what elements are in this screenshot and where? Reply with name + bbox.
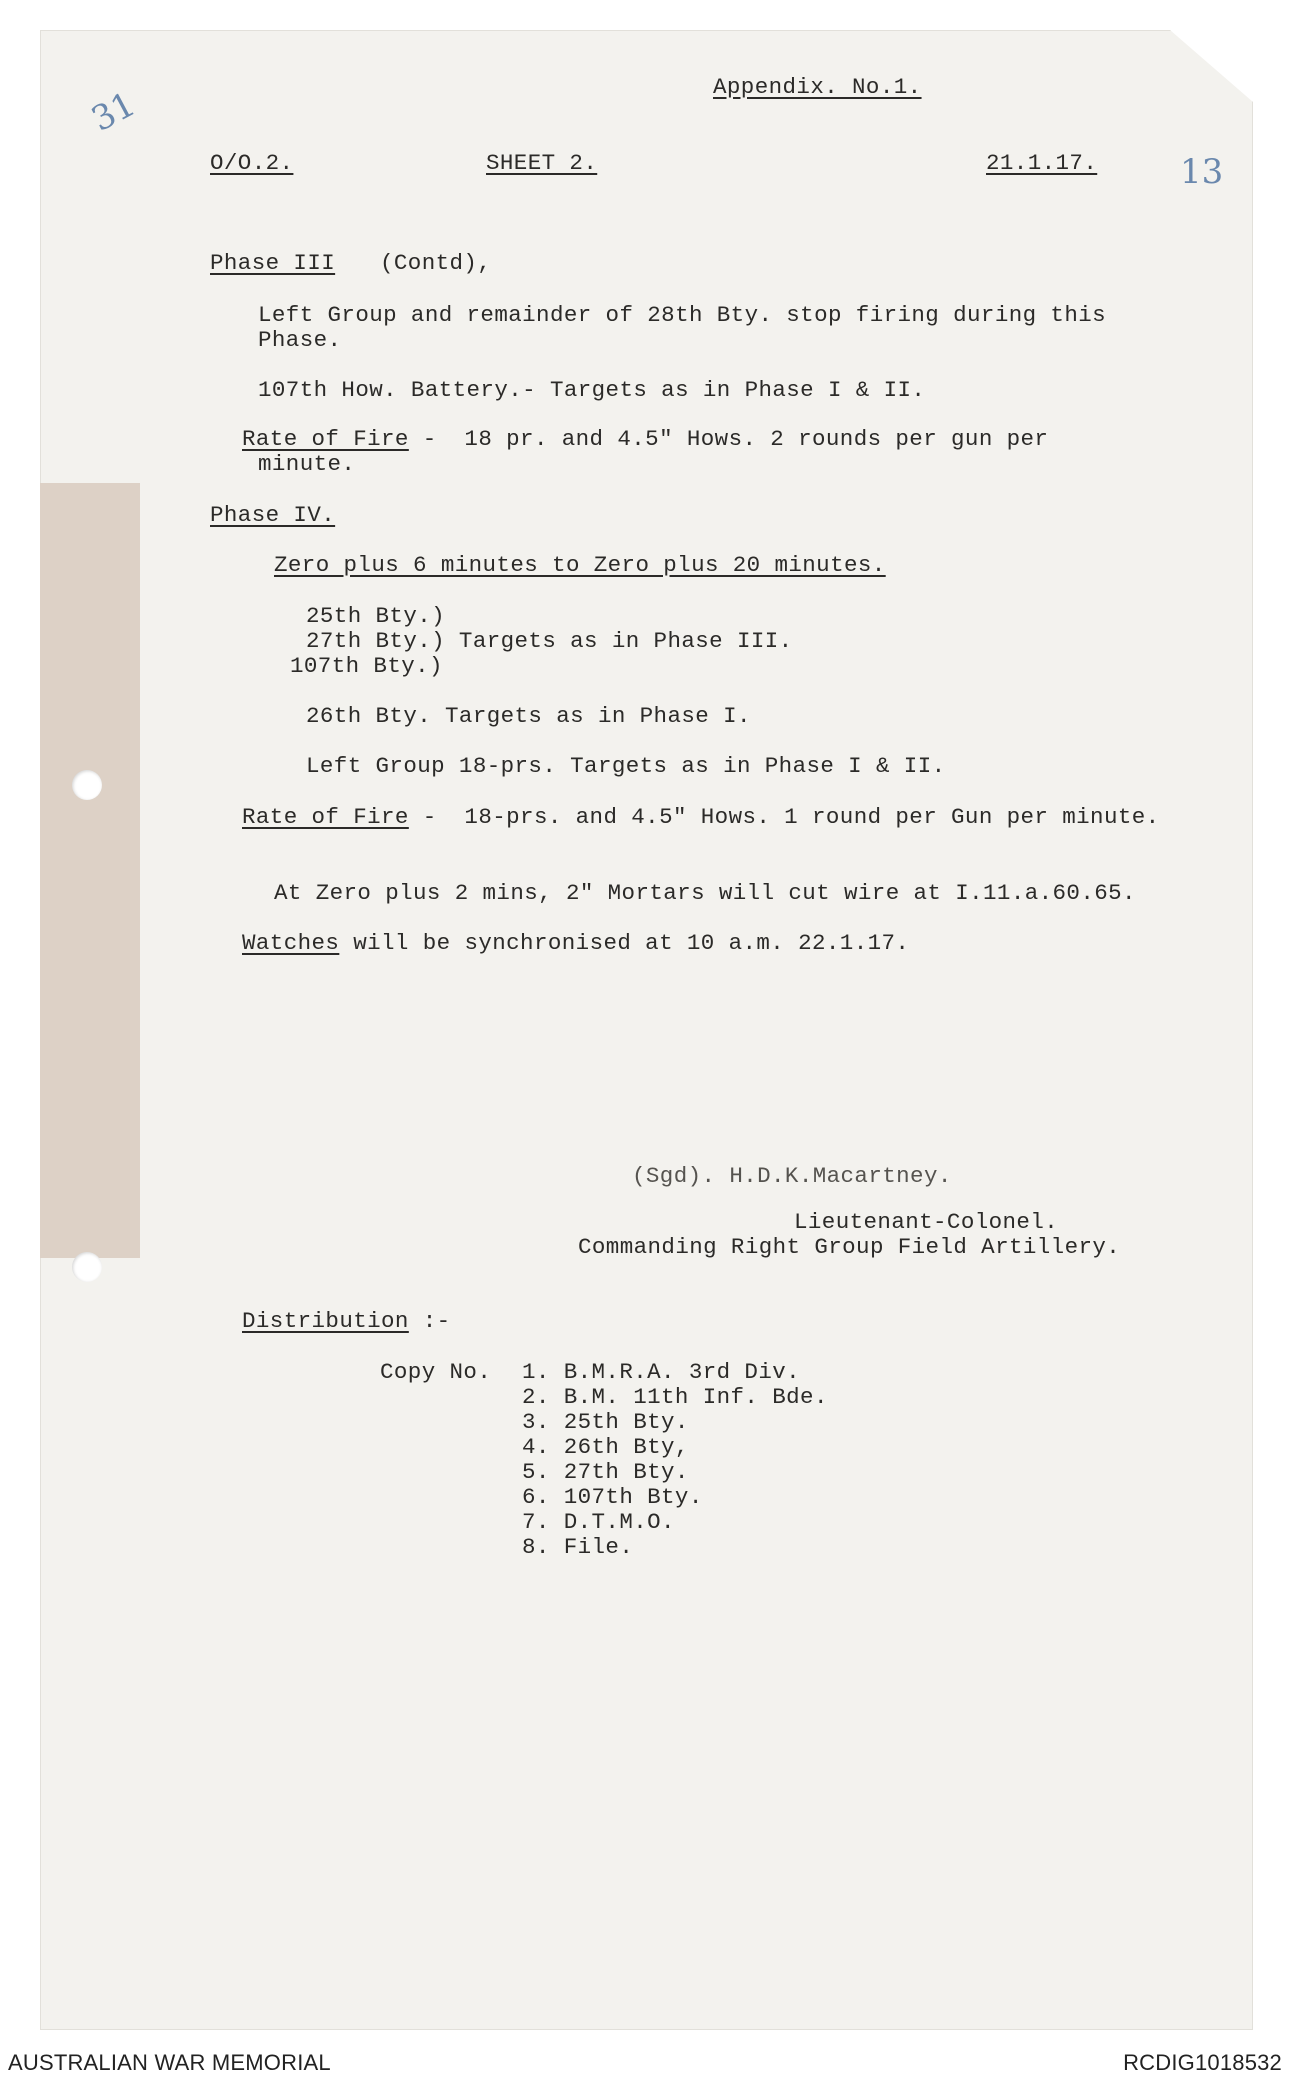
distribution-label: Distribution xyxy=(242,1308,409,1334)
watches-text: will be synchronised at 10 a.m. 22.1.17. xyxy=(339,930,910,956)
distribution-item: 7. D.T.M.O. xyxy=(522,1509,675,1535)
distribution-heading xyxy=(242,1308,451,1334)
phase4-heading: Phase IV. xyxy=(210,502,336,528)
folio-mark-right: 13 xyxy=(1180,152,1224,192)
signature-line: (Sgd). H.D.K.Macartney. xyxy=(632,1163,952,1189)
phase3-contd: (Contd), xyxy=(380,250,492,276)
phase3-line2: Phase. xyxy=(258,327,342,353)
copy-no-label: Copy No. xyxy=(380,1359,492,1385)
distribution-item: 6. 107th Bty. xyxy=(522,1484,703,1510)
phase3-heading: Phase III xyxy=(210,250,336,276)
archive-label: AUSTRALIAN WAR MEMORIAL xyxy=(8,2050,331,2075)
folio-mark-left: 31 xyxy=(85,84,143,140)
signature-unit: Commanding Right Group Field Artillery. xyxy=(578,1234,1121,1260)
punch-hole-lower xyxy=(72,1252,102,1282)
binding-tape xyxy=(40,483,140,1258)
phase4-bty-26: 26th Bty. Targets as in Phase I. xyxy=(306,703,751,729)
distribution-item: 4. 26th Bty, xyxy=(522,1434,689,1460)
appendix-heading: Appendix. No.1. xyxy=(713,74,922,100)
watches-note xyxy=(242,930,909,956)
phase4-rate xyxy=(242,804,1160,830)
phase3-line3: 107th How. Battery.- Targets as in Phase I & II. xyxy=(258,377,926,403)
phase3-rate-label: Rate of Fire xyxy=(242,426,409,452)
phase3-rate xyxy=(242,426,1048,452)
document-date: 21.1.17. xyxy=(986,150,1098,176)
distribution-item: 3. 25th Bty. xyxy=(522,1409,689,1435)
distribution-item: 8. File. xyxy=(522,1534,634,1560)
phase4-bty-107: 107th Bty.) xyxy=(290,653,443,679)
document-page xyxy=(40,30,1253,2030)
signature-rank: Lieutenant-Colonel. xyxy=(794,1209,1059,1235)
order-number: O/O.2. xyxy=(210,150,294,176)
phase3-rate-text: - 18 pr. and 4.5" Hows. 2 rounds per gun per xyxy=(408,426,1049,452)
distribution-label-suffix: :- xyxy=(408,1308,451,1334)
distribution-item: 1. B.M.R.A. 3rd Div. xyxy=(522,1359,801,1385)
distribution-item: 5. 27th Bty. xyxy=(522,1459,689,1485)
phase3-line1: Left Group and remainder of 28th Bty. stop firing during this xyxy=(258,302,1107,328)
watches-label: Watches xyxy=(242,930,340,956)
phase4-rate-label: Rate of Fire xyxy=(242,804,409,830)
phase3-rate-cont: minute. xyxy=(258,451,356,477)
phase4-left-group: Left Group 18-prs. Targets as in Phase I & II. xyxy=(306,753,946,779)
phase4-bty-25: 25th Bty.) xyxy=(306,603,446,629)
phase4-subheading: Zero plus 6 minutes to Zero plus 20 minutes. xyxy=(274,552,886,578)
phase4-rate-text: - 18-prs. and 4.5" Hows. 1 round per Gun per minute. xyxy=(408,804,1160,830)
archive-id: RCDIG1018532 xyxy=(1123,2050,1282,2075)
punch-hole-upper xyxy=(72,770,102,800)
mortars-note: At Zero plus 2 mins, 2" Mortars will cut wire at I.11.a.60.65. xyxy=(274,880,1136,906)
sheet-number: SHEET 2. xyxy=(486,150,598,176)
distribution-item: 2. B.M. 11th Inf. Bde. xyxy=(522,1384,828,1410)
phase4-bty-27: 27th Bty.) Targets as in Phase III. xyxy=(306,628,793,654)
